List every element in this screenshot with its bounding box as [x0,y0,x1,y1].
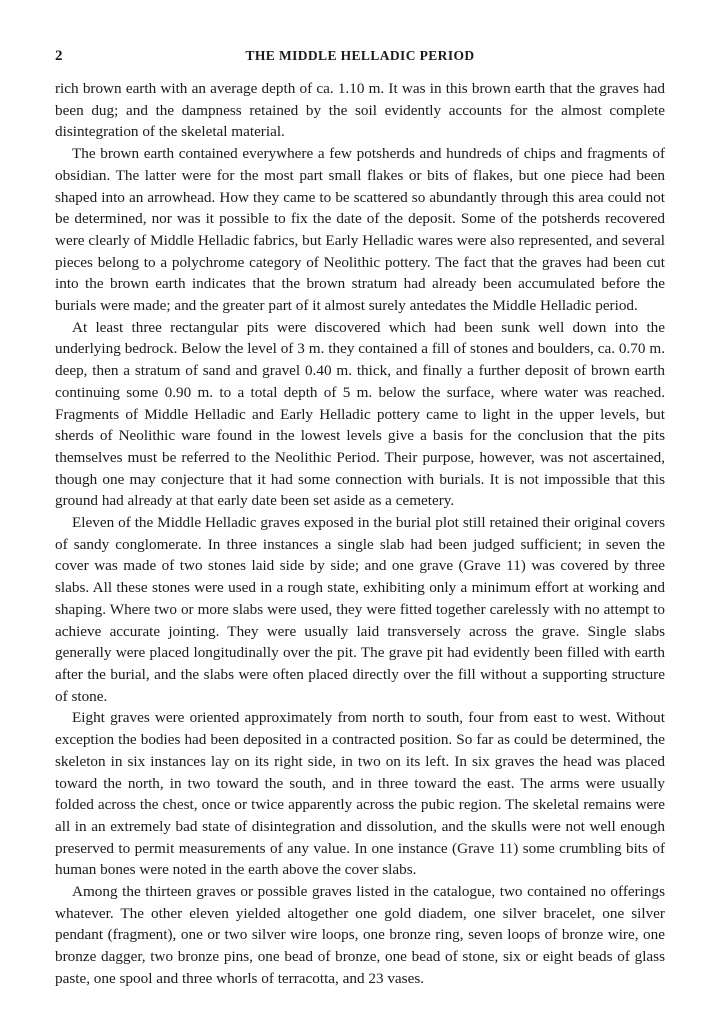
running-title: THE MIDDLE HELLADIC PERIOD [245,48,475,63]
page-number: 2 [55,48,63,64]
running-head [55,48,665,70]
paragraph-grave-offerings: Among the thirteen graves or possible graves listed in the catalogue, two contained no offerings whatever. The other eleven yielded altogether one gold diadem, one silver bracelet, one silver pendant (fragment), one or two silver wire loops, one bronze ring, seven loops of bronze wire, one bronze dagger, two bronze pins, one bead of bronze, one bead of stone, six or eight beads of glass paste, one spool and three whorls of terracotta, and 23 vases. [55,883,665,987]
paragraph-grave-covers: Eleven of the Middle Helladic graves exposed in the burial plot still retained their original covers of sandy conglomerate. In three instances a single slab had been judged sufficient; in seven the cover was made of two stones laid side by side; and one grave (Grave 11) was covered by three slabs. All these stones were used in a rough state, exhibiting only a minimum effort at working and shaping. Where two or more slabs were used, they were fitted together carelessly with no attempt to achieve accurate jointing. They were usually laid transversely across the grave. Single slabs generally were placed longitudinally over the pit. The grave pit had evidently been filled with earth after the burial, and the slabs were often placed directly over the fill without a supporting structure of stone. [55,514,665,705]
body-text [55,78,665,990]
paragraph-brown-earth-continuation: rich brown earth with an average depth of ca. 1.10 m. It was in this brown earth that the graves had been dug; and the dampness retained by the soil evidently accounts for the almost complete disintegration of the skeletal material. [55,80,665,141]
document-page [55,48,665,990]
paragraph-rectangular-pits: At least three rectangular pits were discovered which had been sunk well down into the underlying bedrock. Below the level of 3 m. they contained a fill of stones and boulders, ca. 0.70 m. deep, then a stratum of sand and gravel 0.40 m. thick, and finally a further deposit of brown earth continuing some 0.90 m. to a total depth of 5 m. below the surface, where water was reached. Fragments of Middle Helladic and Early Helladic pottery came to light in the upper levels, but sherds of Neolithic ware found in the lowest levels give a basis for the conclusion that the pits themselves must be referred to the Neolithic Period. Their purpose, however, was not ascertained, though one may conjecture that it had some connection with burials. It is not impossible that this ground had already at that early date been set aside as a cemetery. [55,318,665,510]
paragraph-potsherds-obsidian: The brown earth contained everywhere a few potsherds and hundreds of chips and fragments of obsidian. The latter were for the most part small flakes or bits of flakes, but one piece had been shaped into an arrowhead. How they came to be scattered so abundantly through this area could not be determined, nor was it possible to fix the date of the deposit. Some of the potsherds recovered were clearly of Middle Helladic fabrics, but Early Helladic wares were also represented, and several pieces belong to a polychrome category of Neolithic pottery. The fact that the graves had been cut into the brown earth indicates that the brown stratum had already been accumulated before the burials were made; and the greater part of it almost surely antedates the Middle Helladic period. [55,145,665,315]
paragraph-grave-orientation: Eight graves were oriented approximately from north to south, four from east to west. Without exception the bodies had been deposited in a contracted position. So far as could be determined, the skeleton in six instances lay on its right side, in two on its left. In six graves the head was placed toward the north, in two toward the south, and in three toward the east. The arms were usually folded across the chest, once or twice apparently across the pubic region. The skeletal remains were all in an extremely bad state of disintegration and dissolution, and the skulls were not well enough preserved to permit measurements of any value. In one instance (Grave 11) some crumbling bits of human bones were noted in the earth above the cover slabs. [55,709,665,879]
